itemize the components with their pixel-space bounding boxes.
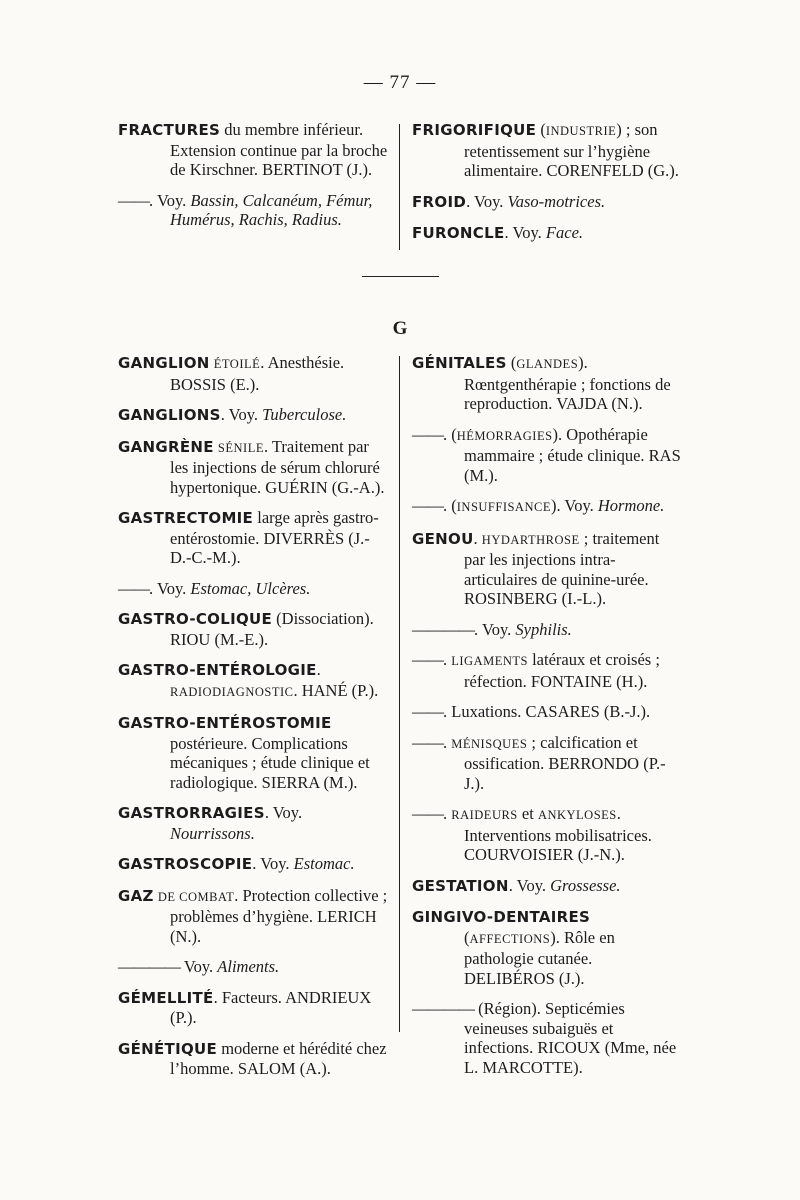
index-entry: [118, 854, 390, 875]
entry-heading: FROID: [412, 192, 467, 211]
entry-text: moderne et hérédité chez l’homme. SALOM (A.).: [170, 1038, 387, 1078]
entry-crossref: Aliments.: [217, 957, 280, 976]
entry-crossref: Grossesse.: [550, 875, 621, 895]
index-entry: [412, 733, 682, 794]
entry-text: ). Rôle en pathologie cutanée. DELIBÉROS (J.).: [464, 927, 615, 988]
index-entry: [118, 713, 390, 792]
entry-heading: GÉNÉTIQUE: [118, 1039, 218, 1058]
index-entry: [412, 907, 682, 988]
entry-text: large après gastro-entérostomie. DIVERRÈS (J.-D.-C.-M.).: [170, 508, 379, 567]
entry-text: . Voy.: [149, 190, 191, 210]
entry-heading: GENOU: [412, 529, 474, 548]
index-entry: [412, 529, 682, 609]
entry-crossref: Nourrissons.: [170, 823, 255, 843]
entry-text: . (: [443, 496, 457, 515]
entry-text: . Voy.: [252, 854, 294, 873]
entry-heading: GESTATION: [412, 876, 509, 895]
entry-text: .: [473, 528, 482, 548]
entry-text: ; traitement par les injections intra-articulaires de quinine-urée. ROSINBERG (I.-L.).: [464, 528, 660, 608]
index-entry: [412, 620, 682, 640]
entry-text: . Voy.: [474, 619, 516, 639]
entry-text: .: [443, 650, 452, 669]
entry-text: et: [517, 804, 538, 823]
index-entry: [118, 405, 390, 426]
entry-text: . Voy.: [149, 578, 191, 598]
entry-text: (Région). Septicémies veineuses subaiguës et infections. RICOUX (Mme, née L. MARCOTTE).: [464, 999, 677, 1077]
entry-text: ). Rœntgenthérapie ; fonctions de reproduction. VAJDA (N.).: [464, 353, 671, 413]
entry-text: Voy.: [180, 957, 218, 976]
entry-smallcaps: HYDARTHROSE: [481, 532, 580, 547]
entry-crossref: Bassin, Calcanéum, Fémur, Humérus, Rachis, Radius.: [170, 190, 373, 229]
index-entry: [118, 191, 390, 230]
entry-text: . Interventions mobilisatrices. COURVOISIER (J.-N.).: [464, 804, 652, 864]
entry-crossref: Face.: [545, 223, 584, 242]
entry-crossref: Hormone.: [597, 496, 665, 515]
column-top-left: [118, 120, 390, 241]
index-entry: [412, 496, 682, 518]
index-entry: [118, 886, 390, 947]
entry-crossref: Estomac.: [293, 854, 355, 873]
entry-text: (: [464, 927, 470, 947]
entry-dash: ——: [412, 650, 443, 669]
entry-text: . Voy.: [220, 405, 263, 424]
entry-crossref: Syphilis.: [515, 619, 572, 639]
entry-text: ). Opothérapie mammaire ; étude clinique. RAS (M.).: [464, 424, 681, 485]
entry-crossref: Vaso-motrices.: [507, 191, 606, 211]
index-entry: [118, 579, 390, 599]
entry-text: . Voy.: [264, 803, 303, 822]
entry-text: (: [536, 120, 546, 139]
entry-smallcaps: RADIODIAGNOSTIC: [170, 684, 294, 699]
entry-heading: GINGIVO-DENTAIRES: [412, 908, 591, 926]
entry-text: du membre inférieur. Extension continue par la broche de Kirschner. BERTINOT (J.).: [170, 120, 388, 179]
entry-text: . Voy.: [466, 191, 508, 211]
index-entry: [412, 876, 682, 897]
entry-heading: GAZ: [118, 886, 154, 905]
entry-dash: ——: [118, 578, 149, 598]
entry-text: . Anesthésie. BOSSIS (E.).: [170, 353, 345, 394]
index-entry: [412, 999, 682, 1077]
index-entry: [118, 803, 390, 843]
index-entry: [412, 120, 682, 181]
section-letter: G: [392, 318, 408, 339]
entry-text: .: [443, 804, 452, 823]
entry-heading: GANGLIONS: [118, 406, 221, 424]
index-entry: [412, 223, 682, 244]
index-entry: [118, 353, 390, 394]
entry-heading: FURONCLE: [412, 224, 505, 242]
entry-heading: GÉNITALES: [412, 354, 507, 372]
entry-text: latéraux et croisés ; réfection. FONTAINE (H.).: [464, 650, 660, 691]
entry-dash: ————: [118, 957, 180, 976]
entry-text: . HANÉ (P.).: [293, 680, 379, 700]
entry-heading: GANGRÈNE: [118, 437, 214, 456]
entry-text: postérieure. Complications mécaniques ; étude clinique et radiologique. SIERRA (M.).: [170, 733, 370, 792]
entry-heading: GASTROSCOPIE: [118, 855, 253, 873]
entry-smallcaps: SÉNILE: [217, 440, 264, 455]
entry-dash: ——: [412, 732, 443, 752]
entry-text: . Facteurs. ANDRIEUX (P.).: [170, 987, 372, 1027]
page-number: — 77 —: [363, 72, 437, 93]
entry-dash: ——: [118, 190, 149, 210]
index-entry: [118, 508, 390, 568]
entry-text: ; calcification et ossification. BERRONDO (P.-J.).: [464, 732, 666, 793]
index-entry: [412, 804, 682, 865]
entry-smallcaps: ANKYLOSES: [537, 808, 617, 822]
index-entry: [118, 988, 390, 1028]
entry-smallcaps: GLANDES: [516, 357, 579, 371]
index-entry: [412, 192, 682, 213]
entry-text: . (: [443, 424, 457, 444]
entry-smallcaps: LIGAMENTS: [451, 654, 528, 668]
entry-dash: ——: [412, 424, 443, 444]
entry-dash: ————: [412, 619, 474, 639]
entry-heading: GASTRO-ENTÉROLOGIE: [118, 661, 317, 679]
entry-smallcaps: DE COMBAT: [157, 889, 235, 904]
index-entry: [118, 957, 390, 977]
entry-text: .: [316, 660, 321, 679]
entry-text: . Protection collective ; problèmes d’hygiène. LERICH (N.).: [170, 885, 388, 946]
entry-smallcaps: MÉNISQUES: [451, 736, 528, 751]
entry-crossref: Estomac, Ulcères.: [190, 578, 311, 598]
entry-dash: ——: [412, 702, 443, 721]
entry-heading: GASTRO-ENTÉROSTOMIE: [118, 714, 332, 732]
index-entry: [412, 425, 682, 486]
entry-dash: ————: [412, 999, 474, 1018]
index-entry: [118, 437, 390, 498]
index-entry: [118, 609, 390, 649]
entry-smallcaps: RAIDEURS: [451, 808, 518, 822]
entry-text: . Luxations. CASARES (B.-J.).: [443, 702, 651, 721]
column-bottom-left: [118, 353, 390, 1090]
entry-text: . Traitement par les injections de sérum chloruré hypertonique. GUÉRIN (G.-A.).: [170, 436, 385, 497]
index-entry: [118, 660, 390, 702]
entry-heading: GASTRORRAGIES: [118, 804, 265, 822]
entry-dash: ——: [412, 496, 443, 515]
entry-text: ). Voy.: [550, 496, 598, 515]
index-entry: [118, 1039, 390, 1079]
entry-heading: FRACTURES: [118, 121, 221, 139]
index-entry: [412, 702, 682, 722]
entry-text: . Voy.: [504, 223, 546, 242]
index-entry: [412, 353, 682, 414]
index-entry: [118, 120, 390, 180]
entry-dash: ——: [412, 804, 443, 823]
column-bottom-right: [412, 353, 682, 1088]
entry-heading: FRIGORIFIQUE: [412, 121, 537, 139]
section-separator: [362, 276, 439, 277]
entry-smallcaps: ÉTOILÉ: [213, 357, 261, 371]
entry-text: .: [443, 732, 452, 752]
entry-heading: GASTRO-COLIQUE: [118, 610, 273, 628]
column-top-right: [412, 120, 682, 255]
entry-smallcaps: INSUFFISANCE: [456, 500, 551, 514]
column-divider-top: [399, 124, 400, 250]
entry-heading: GANGLION: [118, 354, 210, 372]
entry-smallcaps: INDUSTRIE: [545, 124, 617, 138]
entry-text: (: [506, 353, 517, 372]
entry-crossref: Tuberculose.: [262, 405, 347, 424]
entry-smallcaps: HÉMORRAGIES: [456, 428, 553, 443]
entry-text: . Voy.: [508, 875, 551, 895]
entry-heading: GASTRECTOMIE: [118, 509, 254, 527]
entry-text: ) ; son retentissement sur l’hygiène alimentaire. CORENFELD (G.).: [464, 120, 679, 180]
entry-text: (Dissociation). RIOU (M.-E.).: [170, 609, 374, 649]
entry-smallcaps: AFFECTIONS: [469, 931, 551, 946]
column-divider-bottom: [399, 356, 400, 1032]
index-entry: [412, 650, 682, 691]
entry-heading: GÉMELLITÉ: [118, 988, 214, 1007]
